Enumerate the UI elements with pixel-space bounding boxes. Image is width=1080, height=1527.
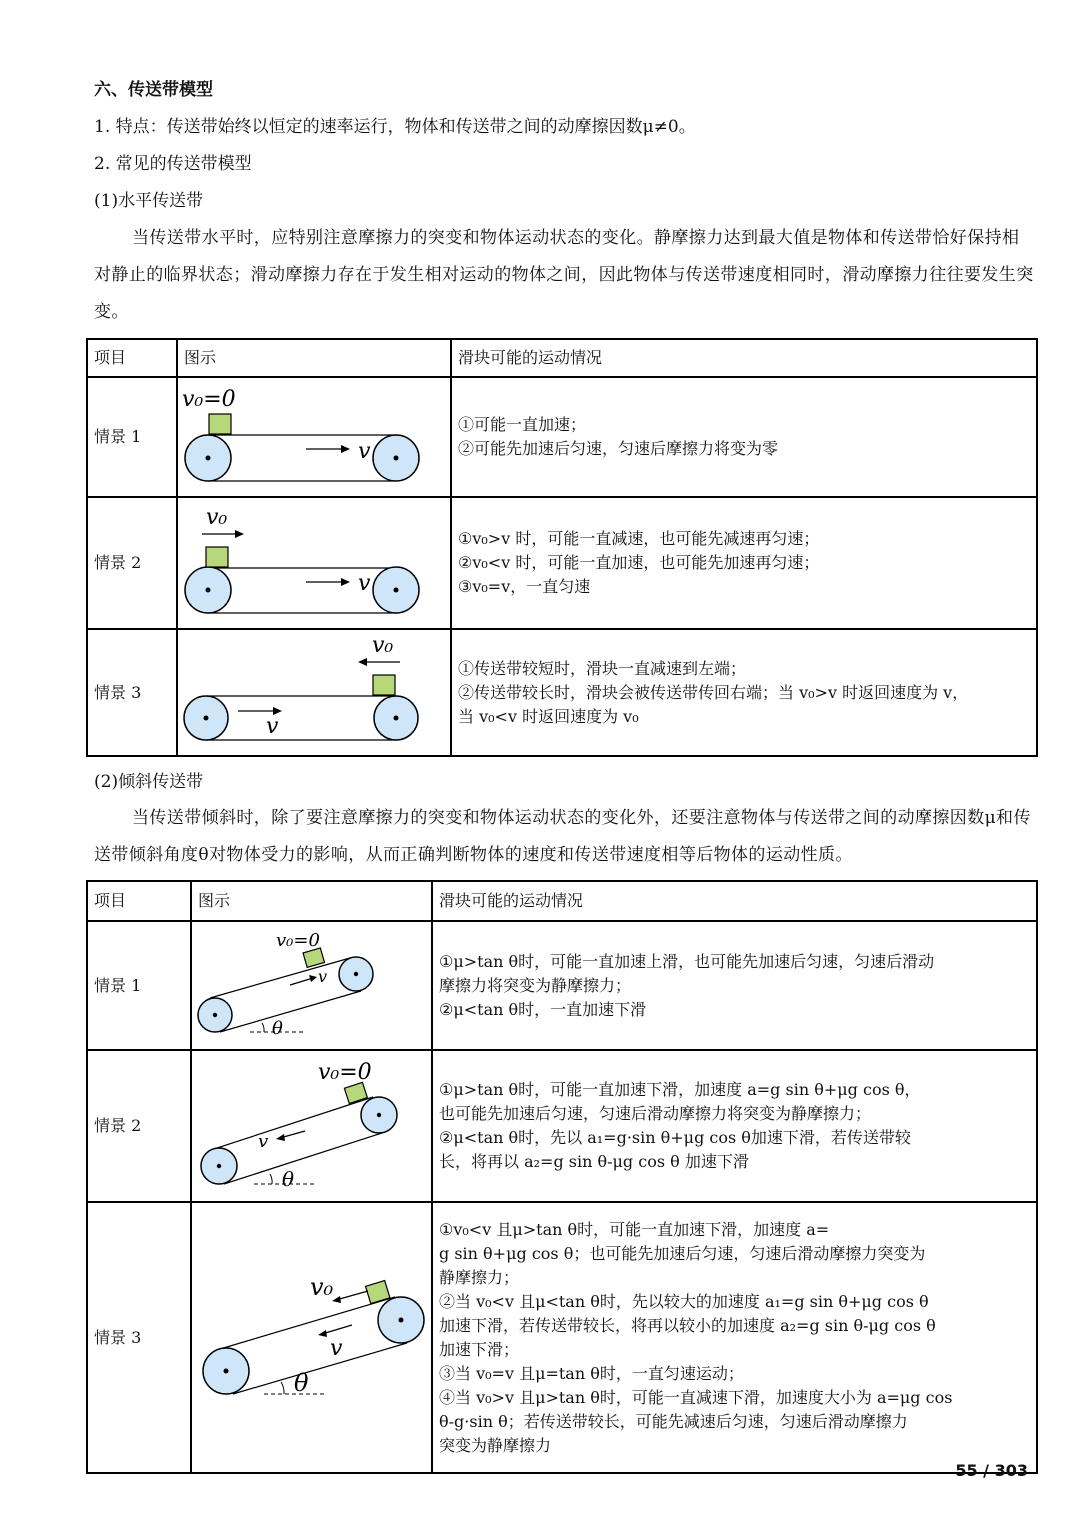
motion-line: 长，将再以 a₂=g sin θ-μg cos θ 加速下滑 [439, 1152, 749, 1171]
inclined-heading: (2)倾斜传送带 [94, 772, 204, 792]
table-row [87, 1202, 1037, 1473]
inclined-belt-diagram-1 [192, 922, 433, 1042]
v0-label: v₀ [310, 1273, 334, 1301]
horizontal-belt-diagram-3 [178, 630, 452, 748]
motion-line: 突变为静摩擦力 [439, 1435, 552, 1455]
header-item: 项目 [87, 339, 177, 377]
table-header-row [87, 881, 1037, 921]
motion-line: ②当 v₀<v 且μ<tan θ时，先以较大的加速度 a₁=g sin θ+μg cos θ [439, 1291, 929, 1311]
horizontal-heading: (1)水平传送带 [94, 191, 204, 211]
motion-cell [451, 377, 1037, 497]
v-label: v [318, 967, 328, 986]
point-2: 2. 常见的传送带模型 [94, 154, 252, 174]
motion-line: 加速下滑，若传送带较长，将再以较小的加速度 a₂=g sin θ-μg cos θ [439, 1315, 936, 1335]
v-label: v [330, 1336, 343, 1361]
motion-line: ①v₀>v 时，可能一直减速，也可能先减速再匀速； [458, 529, 820, 548]
pulley-right-axle [394, 456, 399, 461]
table-row [87, 1050, 1037, 1202]
motion-line: ②传送带较长时，滑块会被传送带传回右端；当 v₀>v 时返回速度为 v， [458, 682, 969, 702]
pulley-left-axle [206, 456, 211, 461]
v-label: v [358, 439, 371, 464]
v0-label: v₀ [372, 633, 394, 658]
motion-line: ③当 v₀=v 且μ=tan θ时，一直匀速运动； [439, 1363, 744, 1383]
motion-line: ①v₀<v 且μ>tan θ时，可能一直加速下滑，加速度 a= [439, 1219, 830, 1239]
header-motion: 滑块可能的运动情况 [451, 339, 1037, 377]
horizontal-paragraph: 当传送带水平时，应特别注意摩擦力的突变和物体运动状态的变化。静摩擦力达到最大值是物体和传送带恰好保持相对静止的临界状态；滑动摩擦力存在于发生相对运动的物体之间，因此物体与传送带速度相同时，滑动摩擦力往往要发生突变。 [94, 228, 1034, 322]
motion-cell [432, 921, 1037, 1050]
motion-line: 当 v₀<v 时返回速度为 v₀ [458, 706, 639, 726]
motion-line: 摩擦力将突变为静摩擦力； [439, 975, 632, 995]
angle-label: θ [294, 1369, 309, 1397]
angle-label: θ [282, 1167, 295, 1191]
motion-line: ②μ<tan θ时，先以 a₁=g·sin θ+μg cos θ加速下滑，若传送带较 [439, 1128, 911, 1147]
table-row [87, 497, 1037, 629]
row-label: 情景 3 [87, 1202, 191, 1473]
motion-line: ②μ<tan θ时，一直加速下滑 [439, 999, 647, 1019]
slider-block [373, 675, 395, 695]
row-label: 情景 2 [87, 1050, 191, 1202]
motion-line: ②可能先加速后匀速，匀速后摩擦力将变为零 [458, 439, 779, 458]
inclined-paragraph: 当传送带倾斜时，除了要注意摩擦力的突变和物体运动状态的变化外，还要注意物体与传送带之间的动摩擦因数μ和传送带倾斜角度θ对物体受力的影响，从而正确判断物体的速度和传送带速度相等后物体的运动性质。 [94, 808, 1031, 865]
header-diagram: 图示 [191, 881, 432, 921]
motion-line: ②v₀<v 时，可能一直加速，也可能先加速再匀速； [458, 553, 820, 572]
horizontal-belt-diagram-2 [178, 498, 452, 621]
horizontal-table [86, 338, 1038, 757]
horizontal-belt-diagram-1 [178, 378, 452, 489]
motion-line: ①μ>tan θ时，可能一直加速上滑，也可能先加速后匀速，匀速后滑动 [439, 951, 935, 971]
inclined-belt-diagram-2 [192, 1051, 433, 1194]
slider-block [209, 414, 231, 434]
angle-label: θ [272, 1018, 283, 1039]
diagram-cell [191, 921, 432, 1050]
motion-line: ①传送带较短时，滑块一直减速到左端； [458, 658, 747, 678]
header-motion: 滑块可能的运动情况 [432, 881, 1037, 921]
v0-label: v₀=0 [318, 1060, 372, 1085]
motion-cell [432, 1202, 1037, 1473]
table-row [87, 921, 1037, 1050]
table-header-row [87, 339, 1037, 377]
diagram-cell [191, 1202, 432, 1473]
motion-line: ①可能一直加速； [458, 415, 587, 434]
motion-line: g sin θ+μg cos θ；也可能先加速后匀速，匀速后滑动摩擦力突变为 [439, 1243, 926, 1263]
inclined-table [86, 880, 1038, 1474]
row-label: 情景 3 [87, 629, 177, 756]
motion-cell [451, 497, 1037, 629]
v-label: v [258, 1131, 269, 1152]
motion-line: 静摩擦力； [439, 1267, 520, 1287]
motion-line: 加速下滑； [439, 1339, 520, 1359]
diagram-cell [177, 497, 451, 629]
v-label: v [266, 714, 279, 739]
v-label: v [358, 571, 371, 596]
motion-line: θ-g·sin θ；若传送带较长，可能先减速后匀速，匀速后滑动摩擦力 [439, 1411, 908, 1431]
header-item: 项目 [87, 881, 191, 921]
motion-line: ④当 v₀>v 且μ>tan θ时，可能一直减速下滑，加速度大小为 a=μg cos [439, 1387, 953, 1407]
header-diagram: 图示 [177, 339, 451, 377]
table-row [87, 629, 1037, 756]
diagram-cell [177, 377, 451, 497]
row-label: 情景 1 [87, 921, 191, 1050]
motion-line: ①μ>tan θ时，可能一直加速下滑，加速度 a=g sin θ+μg cos θ， [439, 1080, 921, 1099]
table-row [87, 377, 1037, 497]
motion-cell [432, 1050, 1037, 1202]
section-title: 六、传送带模型 [94, 80, 213, 100]
slider-block [206, 547, 228, 567]
motion-line: 也可能先加速后匀速，匀速后滑动摩擦力将突变为静摩擦力； [439, 1104, 872, 1123]
v0-label: v₀=0 [182, 387, 236, 412]
point-1: 1. 特点：传送带始终以恒定的速率运行，物体和传送带之间的动摩擦因数μ≠0。 [94, 117, 696, 137]
row-label: 情景 1 [87, 377, 177, 497]
row-label: 情景 2 [87, 497, 177, 629]
motion-line: ③v₀=v，一直匀速 [458, 577, 591, 596]
page-number: 55 / 303 [955, 1461, 1028, 1480]
v0-label: v₀=0 [276, 930, 320, 951]
v0-label: v₀ [206, 505, 228, 530]
diagram-cell [191, 1050, 432, 1202]
motion-cell [451, 629, 1037, 756]
inclined-belt-diagram-3 [192, 1203, 433, 1465]
diagram-cell [177, 629, 451, 756]
